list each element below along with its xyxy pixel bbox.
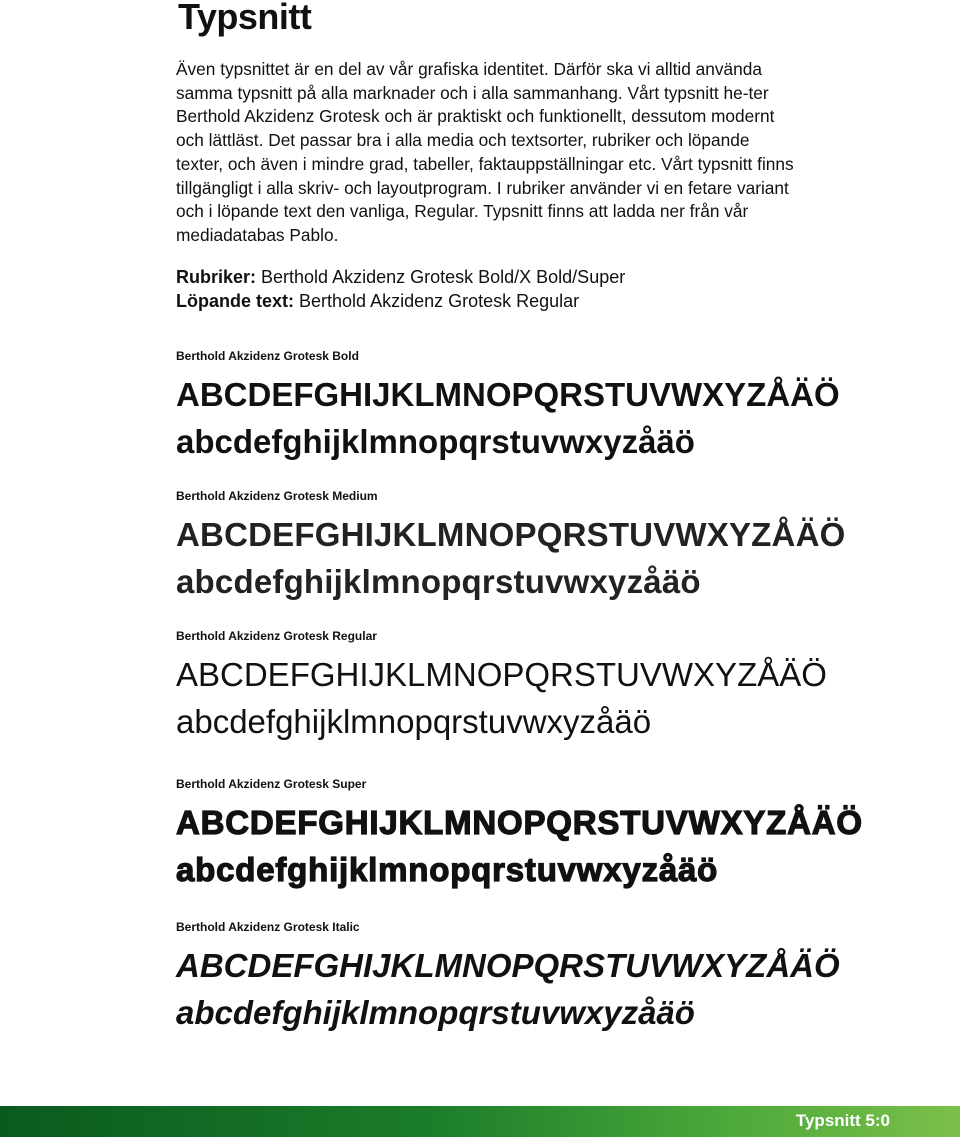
- font-sample-regular: [176, 629, 827, 740]
- font-sample-label: Berthold Akzidenz Grotesk Super: [176, 777, 367, 791]
- font-sample-lowercase: abcdefghijklmnopqrstuvwxyzåäö: [176, 563, 701, 600]
- spec-headings-label: Rubriker:: [176, 267, 257, 287]
- font-sample-lowercase: abcdefghijklmnopqrstuvwxyzåäö: [176, 851, 719, 888]
- page-title: Typsnitt: [178, 0, 312, 37]
- font-sample-uppercase: ABCDEFGHIJKLMNOPQRSTUVWXYZÅÄÖ: [176, 516, 846, 553]
- intro-text: [176, 58, 796, 248]
- footer-bar: [0, 1106, 960, 1137]
- font-sample-medium: [176, 489, 845, 600]
- font-sample-super: [176, 777, 863, 888]
- font-sample-label: Berthold Akzidenz Grotesk Medium: [176, 489, 378, 503]
- font-sample-label: Berthold Akzidenz Grotesk Italic: [176, 920, 360, 934]
- font-sample-uppercase: ABCDEFGHIJKLMNOPQRSTUVWXYZÅÄÖ: [176, 656, 827, 693]
- font-sample-lowercase: abcdefghijklmnopqrstuvwxyzåäö: [176, 703, 652, 740]
- font-sample-lowercase: abcdefghijklmnopqrstuvwxyzåäö: [176, 423, 695, 460]
- font-sample-uppercase: ABCDEFGHIJKLMNOPQRSTUVWXYZÅÄÖ: [176, 376, 840, 413]
- spec-body-value: Berthold Akzidenz Grotesk Regular: [294, 291, 580, 311]
- font-sample-bold: [176, 349, 840, 460]
- font-sample-lowercase: abcdefghijklmnopqrstuvwxyzåäö: [176, 994, 695, 1031]
- font-sample-uppercase: ABCDEFGHIJKLMNOPQRSTUVWXYZÅÄÖ: [176, 804, 863, 841]
- spec-body-text: [176, 290, 579, 313]
- intro-paragraph: Även typsnittet är en del av vår grafiska identitet. Därför ska vi alltid använda samma typsnitt på alla marknader och i alla sammanhang. Vårt typsnitt he-ter Berthold Akzidenz Grotesk och är praktiskt och funktionellt, dessutom modernt och lättläst. Det passar bra i alla media och textsorter, rubriker och löpande texter, och även i mindre grad, tabeller, faktauppställningar etc. Vårt typsnitt finns tillgängligt i alla skriv- och layoutprogram. I rubriker använder vi en fetare variant och i löpande text den vanliga, Regular. Typsnitt finns att ladda ner från vår mediadatabas Pablo.: [176, 59, 794, 245]
- font-sample-italic: [176, 920, 840, 1031]
- spec-body-label: Löpande text:: [176, 291, 295, 311]
- font-sample-label: Berthold Akzidenz Grotesk Regular: [176, 629, 377, 643]
- footer-page-label: Typsnitt 5:0: [795, 1111, 890, 1130]
- font-sample-label: Berthold Akzidenz Grotesk Bold: [176, 349, 359, 363]
- spec-headings-value: Berthold Akzidenz Grotesk Bold/X Bold/Super: [256, 267, 626, 287]
- spec-headings: [176, 266, 625, 289]
- font-sample-uppercase: ABCDEFGHIJKLMNOPQRSTUVWXYZÅÄÖ: [176, 947, 840, 984]
